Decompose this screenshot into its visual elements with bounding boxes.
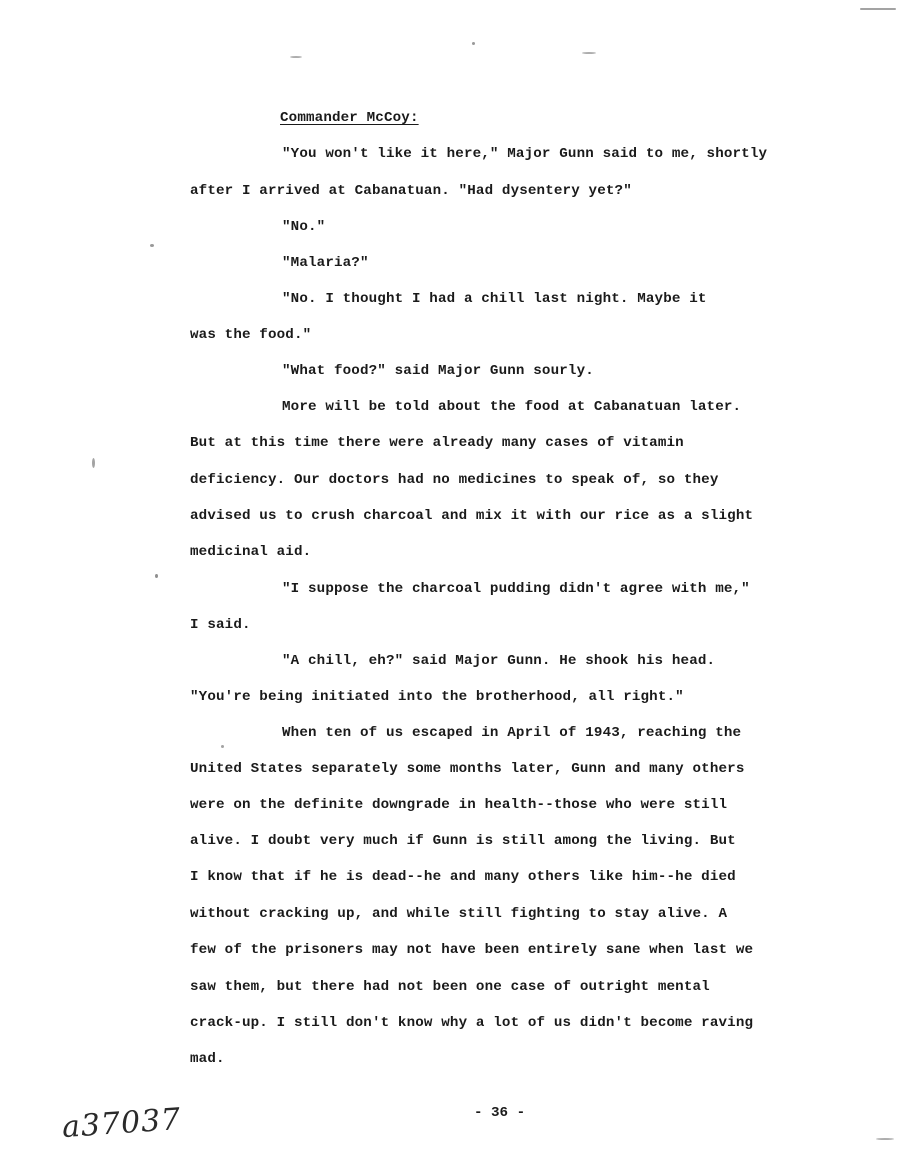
scan-speck — [876, 1138, 894, 1140]
scan-speck — [221, 745, 224, 748]
scan-speck — [582, 52, 596, 54]
text-line: without cracking up, and while still fighting to stay alive. A — [190, 906, 728, 922]
text-line: medicinal aid. — [190, 544, 312, 560]
text-line: few of the prisoners may not have been entirely sane when last we — [190, 942, 754, 958]
text-line: "No." — [282, 219, 326, 235]
text-line: deficiency. Our doctors had no medicines to speak of, so they — [190, 472, 719, 488]
text-line: were on the definite downgrade in health--those who were still — [190, 797, 728, 813]
page-number: - 36 - — [474, 1105, 526, 1121]
text-line: alive. I doubt very much if Gunn is still among the living. But — [190, 833, 736, 849]
text-line: "You're being initiated into the brotherhood, all right." — [190, 689, 684, 705]
text-line: "Malaria?" — [282, 255, 369, 271]
scan-speck — [472, 42, 475, 45]
archive-number: a37037 — [60, 1101, 183, 1146]
text-line: "I suppose the charcoal pudding didn't agree with me," — [282, 581, 750, 597]
text-line: "What food?" said Major Gunn sourly. — [282, 363, 594, 379]
text-line: "A chill, eh?" said Major Gunn. He shook his head. — [282, 653, 716, 669]
text-line: United States separately some months later, Gunn and many others — [190, 761, 745, 777]
scan-speck — [150, 244, 154, 247]
text-line: mad. — [190, 1051, 225, 1067]
scan-speck — [290, 56, 302, 58]
text-line: "No. I thought I had a chill last night. Maybe it — [282, 291, 707, 307]
text-line: When ten of us escaped in April of 1943, reaching the — [282, 725, 742, 741]
scan-speck — [155, 574, 158, 578]
speaker-heading: Commander McCoy: — [280, 110, 419, 126]
text-line: I know that if he is dead--he and many others like him--he died — [190, 869, 736, 885]
text-line: "You won't like it here," Major Gunn said to me, shortly — [282, 146, 768, 162]
text-line: But at this time there were already many cases of vitamin — [190, 435, 684, 451]
text-line: More will be told about the food at Cabanatuan later. — [282, 399, 742, 415]
text-line: after I arrived at Cabanatuan. "Had dysentery yet?" — [190, 183, 632, 199]
scan-speck — [860, 8, 896, 10]
text-line: was the food." — [190, 327, 312, 343]
scan-speck — [92, 458, 95, 468]
text-line: advised us to crush charcoal and mix it with our rice as a slight — [190, 508, 754, 524]
text-line: saw them, but there had not been one case of outright mental — [190, 979, 710, 995]
text-line: crack-up. I still don't know why a lot of us didn't become raving — [190, 1015, 754, 1031]
text-line: I said. — [190, 617, 251, 633]
